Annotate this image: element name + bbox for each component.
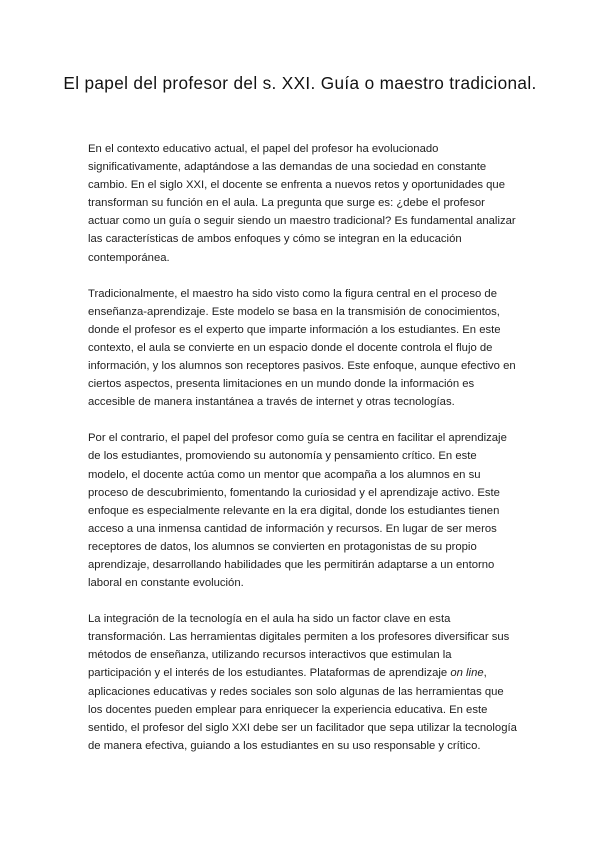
paragraph-technology-text-end: , aplicaciones educativas y redes sociales son solo algunas de las herramientas que los docentes pueden emplear para enriquecer la experiencia educativa. En este sentido, el profesor del siglo XXI debe ser un facilitador que sepa utilizar la tecnología de manera efectiva, guiando a los estudiantes en su uso responsable y crítico. [88, 667, 517, 752]
paragraph-intro: En el contexto educativo actual, el papel del profesor ha evolucionado significativamente, adaptándose a las demandas de una sociedad en constante cambio. En el siglo XXI, el docente se enfrenta a nuevos retos y oportunidades que transforman su función en el aula. La pregunta que surge es: ¿debe el profesor actuar como un guía o seguir siendo un maestro tradicional? Es fundamental analizar las características de ambos enfoques y cómo se integran en la educación contemporánea. [88, 143, 516, 264]
document-title: El papel del profesor del s. XXI. Guía o maestro tradicional. [63, 73, 537, 93]
paragraph-technology [88, 610, 518, 755]
document-body [88, 140, 518, 773]
paragraph-technology-text-start: La integración de la tecnología en el aula ha sido un factor clave en esta transformación. Las herramientas digitales permiten a los profesores diversificar sus métodos de enseñanza, utilizando recursos interactivos que estimulan la participación y el interés de los estudiantes. Plataformas de aprendizaje [88, 613, 510, 680]
paragraph-traditional-teacher: Tradicionalmente, el maestro ha sido visto como la figura central en el proceso de enseñanza-aprendizaje. Este modelo se basa en la transmisión de conocimientos, donde el profesor es el experto que imparte información a los estudiantes. En este contexto, el aula se convierte en un espacio donde el docente controla el flujo de información, y los alumnos son receptores pasivos. Este enfoque, aunque efectivo en ciertos aspectos, presenta limitaciones en un mundo donde la información es accesible de manera instantánea a través de internet y otras tecnologías. [88, 287, 516, 409]
paragraph-technology-italic: on line [450, 667, 484, 680]
paragraph-teacher-as-guide: Por el contrario, el papel del profesor como guía se centra en facilitar el aprendizaje de los estudiantes, promoviendo su autonomía y pensamiento crítico. En este modelo, el docente actúa como un mentor que acompaña a los alumnos en su proceso de descubrimiento, fomentando la curiosidad y el aprendizaje activo. Este enfoque es especialmente relevante en la era digital, donde los estudiantes tienen acceso a una inmensa cantidad de información y recursos. En lugar de ser meros receptores de datos, los alumnos se convierten en protagonistas de su propio aprendizaje, desarrollando habilidades que les permitirán adaptarse a un entorno laboral en constante evolución. [88, 432, 507, 590]
